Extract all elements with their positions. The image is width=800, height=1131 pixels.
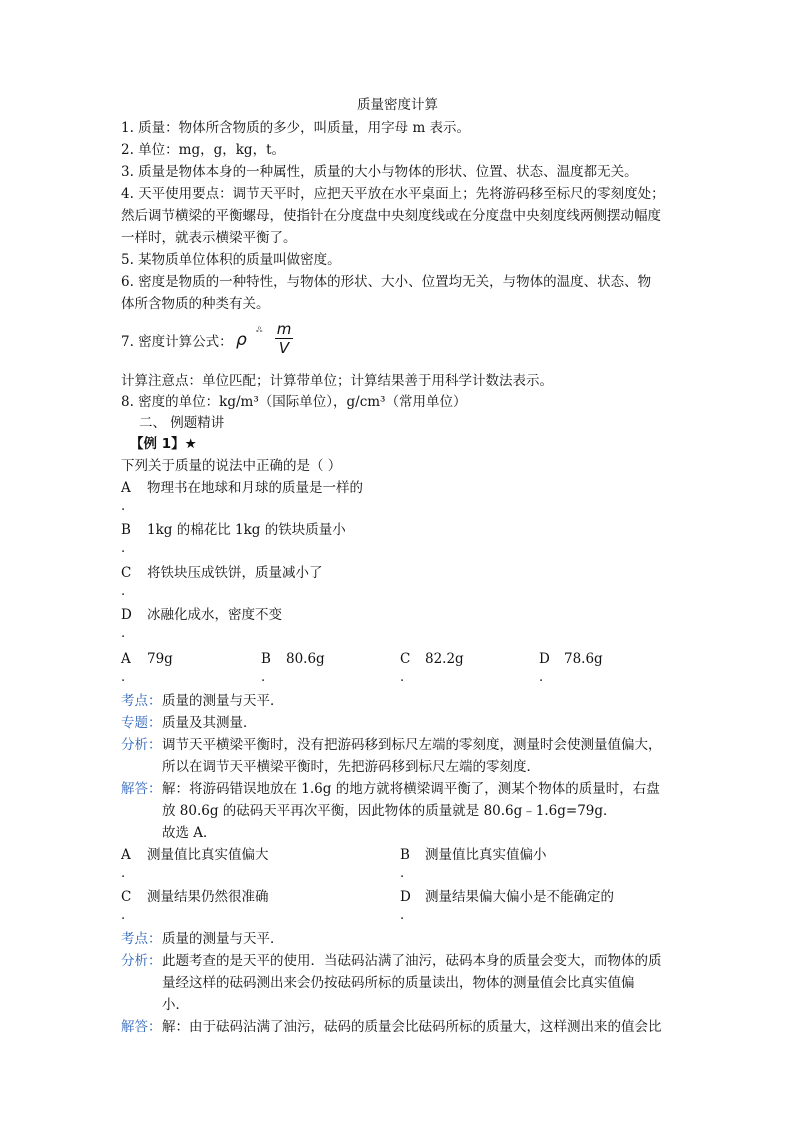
point-5: 5. 某物质单位体积的质量叫做密度。 bbox=[121, 252, 341, 268]
point-3: 3. 质量是物体本身的一种属性，质量的大小与物体的形状、位置、状态、温度都无关。 bbox=[121, 164, 638, 180]
q1-option-b-letter: B bbox=[121, 522, 131, 538]
q3-option-d-text: 测量结果偏大偏小是不能确定的 bbox=[425, 889, 614, 905]
jieda-label-2: 解答： bbox=[121, 1019, 162, 1035]
q1-option-a-dot: . bbox=[121, 499, 126, 514]
q2-option-d-dot: . bbox=[539, 670, 544, 685]
density-formula bbox=[236, 322, 306, 362]
jieda-line-1-1: 解：将游码错误地放在 1.6g 的地方就将横梁调平衡了，测某个物体的质量时，右盘 bbox=[162, 781, 660, 797]
q2-option-a-letter: A bbox=[121, 651, 131, 667]
q2-option-d-letter: D bbox=[539, 651, 550, 667]
q1-option-c-letter: C bbox=[121, 565, 132, 581]
q2-option-c-text: 82.2g bbox=[425, 651, 464, 667]
jieda-label-1: 解答： bbox=[121, 781, 162, 797]
formula-label: 7. 密度计算公式： bbox=[121, 334, 233, 350]
fenxi-line-2-1: 此题考查的是天平的使用．当砝码沾满了油污，砝码本身的质量会变大，而物体的质 bbox=[162, 953, 662, 969]
q1-option-b-text: 1kg 的棉花比 1kg 的铁块质量小 bbox=[147, 522, 346, 538]
q3-option-c-dot: . bbox=[121, 908, 126, 923]
units-line: 8. 密度的单位：kg/m³（国际单位），g/cm³（常用单位） bbox=[121, 394, 467, 410]
formula-denominator: V bbox=[278, 339, 290, 357]
q3-option-c-text: 测量结果仍然很准确 bbox=[147, 889, 269, 905]
q1-option-d-text: 冰融化成水，密度不变 bbox=[147, 607, 282, 623]
fenxi-line-2-3: 小． bbox=[162, 997, 189, 1013]
example-label: 【例 1】★ bbox=[130, 436, 197, 452]
q3-option-b-letter: B bbox=[400, 847, 410, 863]
q2-option-a-dot: . bbox=[121, 670, 126, 685]
kaodian-text-1: 质量的测量与天平． bbox=[162, 693, 284, 709]
formula-fraction bbox=[274, 320, 294, 357]
q2-option-a-text: 79g bbox=[147, 651, 173, 667]
page-title: 质量密度计算 bbox=[357, 97, 438, 113]
q2-option-c-dot: . bbox=[400, 670, 405, 685]
kaodian-text-2: 质量的测量与天平． bbox=[162, 931, 284, 947]
q3-option-a-dot: . bbox=[121, 866, 126, 881]
zhuanti-text-1: 质量及其测量． bbox=[162, 715, 257, 731]
q2-option-b-dot: . bbox=[261, 670, 266, 685]
q3-option-d-dot: . bbox=[400, 908, 405, 923]
jieda-line-2-1: 解：由于砝码沾满了油污，砝码的质量会比砝码所标的质量大，这样测出来的值会比 bbox=[162, 1019, 662, 1035]
q1-option-b-dot: . bbox=[121, 541, 126, 556]
formula-numerator: m bbox=[276, 320, 292, 338]
q1-option-c-dot: . bbox=[121, 584, 126, 599]
zhuanti-label-1: 专题： bbox=[121, 715, 162, 731]
approx-mark: ₓ⁰ₒ bbox=[256, 326, 262, 334]
q1-option-d-dot: . bbox=[121, 626, 126, 641]
q3-option-a-text: 测量值比真实值偏大 bbox=[147, 847, 269, 863]
q3-option-c-letter: C bbox=[121, 889, 132, 905]
q3-option-d-letter: D bbox=[400, 889, 411, 905]
point-6: 6. 密度是物质的一种特性，与物体的形状、大小、位置均无关，与物体的温度、状态、物 bbox=[121, 274, 652, 290]
jieda-line-1-2: 放 80.6g 的砝码天平再次平衡，因此物体的质量就是 80.6g﹣1.6g=79g． bbox=[162, 803, 617, 819]
kaodian-label-1: 考点： bbox=[121, 693, 162, 709]
point-4-cont-2: 一样时，就表示横梁平衡了。 bbox=[121, 230, 297, 246]
q2-option-c-letter: C bbox=[400, 651, 411, 667]
q1-option-a-letter: A bbox=[121, 480, 131, 496]
fenxi-line-1-1: 调节天平横梁平衡时，没有把游码移到标尺左端的零刻度，测量时会使测量值偏大， bbox=[162, 737, 662, 753]
q1-option-c-text: 将铁块压成铁饼，质量减小了 bbox=[147, 565, 323, 581]
fenxi-label-1: 分析： bbox=[121, 737, 162, 753]
point-6-cont: 体所含物质的种类有关。 bbox=[121, 296, 270, 312]
jieda-line-1-3: 故选 A． bbox=[162, 825, 217, 841]
fenxi-line-2-2: 量经这样的砝码测出来会仍按砝码所标的质量读出，物体的测量值会比真实值偏 bbox=[162, 975, 635, 991]
q3-option-b-dot: . bbox=[400, 866, 405, 881]
q3-option-a-letter: A bbox=[121, 847, 131, 863]
point-2: 2. 单位：mg，g，kg，t。 bbox=[121, 142, 286, 158]
q2-option-b-text: 80.6g bbox=[286, 651, 325, 667]
q2-option-d-text: 78.6g bbox=[564, 651, 603, 667]
kaodian-label-2: 考点： bbox=[121, 931, 162, 947]
point-4-cont-1: 然后调节横梁的平衡螺母，使指针在分度盘中央刻度线或在分度盘中央刻度线两侧摆动幅度 bbox=[121, 208, 661, 224]
q1-stem: 下列关于质量的说法中正确的是（ ） bbox=[121, 458, 342, 474]
q2-option-b-letter: B bbox=[261, 651, 271, 667]
section-heading: 二、 例题精讲 bbox=[139, 415, 225, 431]
q3-option-b-text: 测量值比真实值偏小 bbox=[425, 847, 547, 863]
rho-symbol: ρ bbox=[236, 330, 247, 350]
fenxi-label-2: 分析： bbox=[121, 953, 162, 969]
q1-option-d-letter: D bbox=[121, 607, 132, 623]
point-1: 1. 质量：物体所含物质的多少，叫质量，用字母 m 表示。 bbox=[121, 120, 471, 136]
calc-notes: 计算注意点：单位匹配；计算带单位；计算结果善于用科学计数法表示。 bbox=[121, 373, 553, 389]
point-4: 4. 天平使用要点：调节天平时，应把天平放在水平桌面上；先将游码移至标尺的零刻度处； bbox=[121, 186, 665, 202]
q1-option-a-text: 物理书在地球和月球的质量是一样的 bbox=[147, 480, 363, 496]
fenxi-line-1-2: 所以在调节天平横梁平衡时，先把游码移到标尺左端的零刻度． bbox=[162, 759, 540, 775]
